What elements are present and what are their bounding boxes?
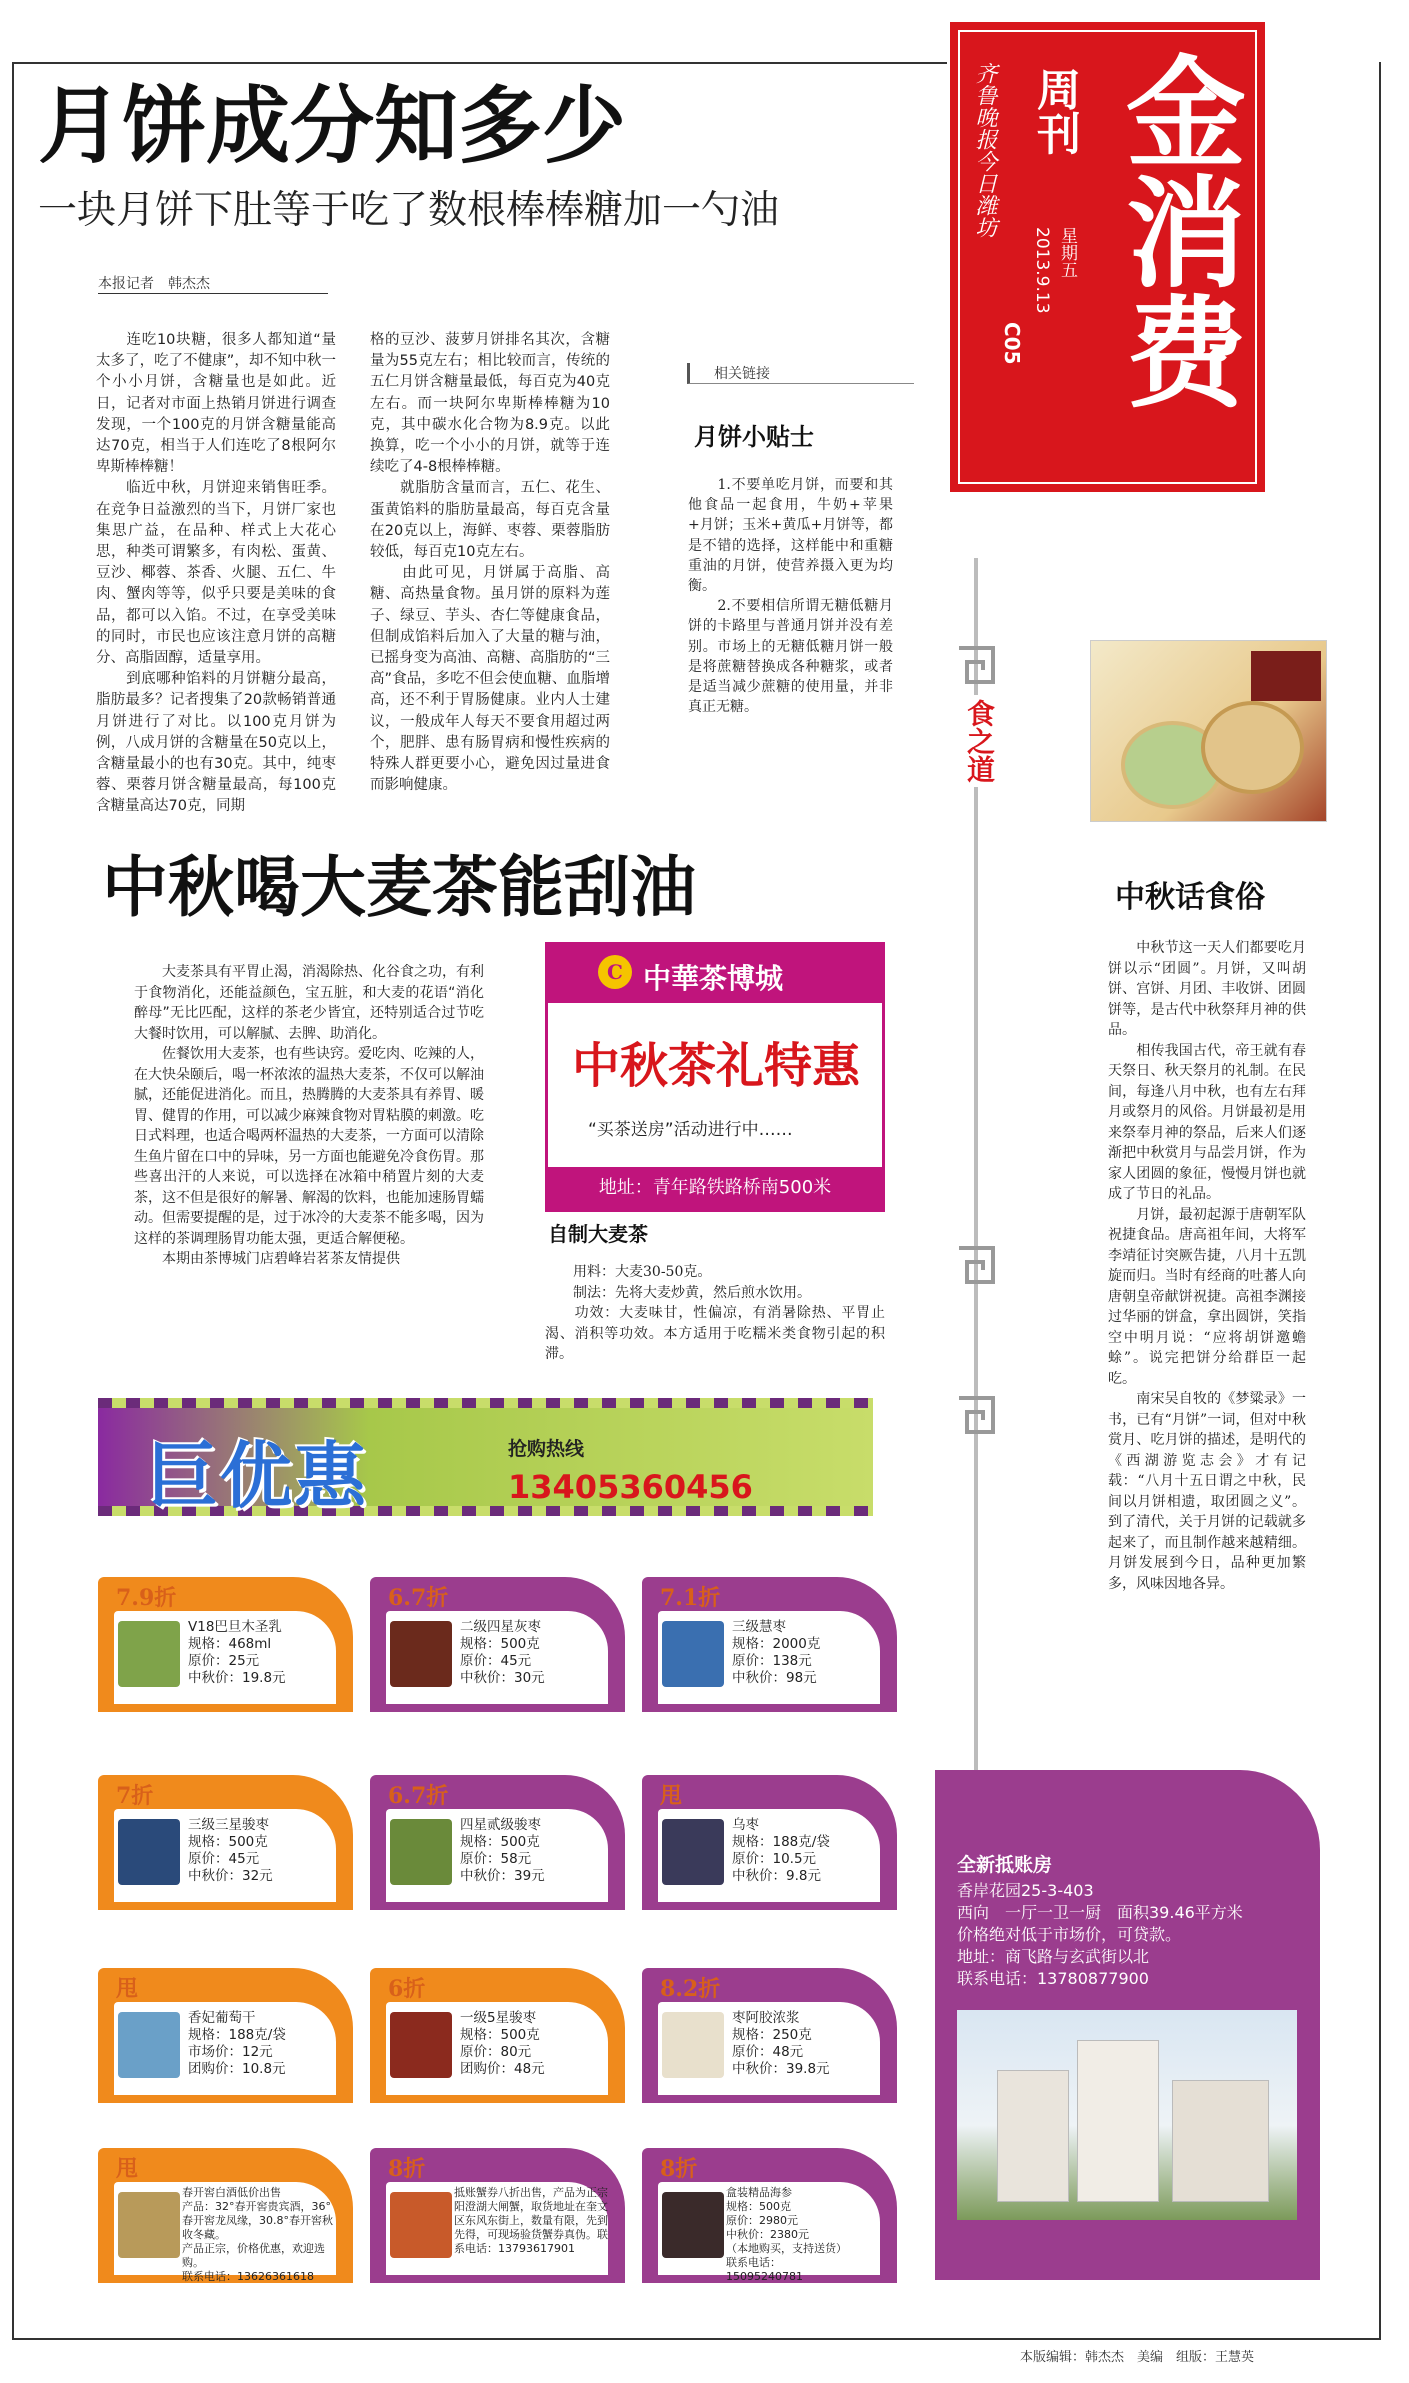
deal-line: 规格：188克/袋	[188, 2027, 286, 2043]
deal-discount: 7.1折	[660, 1585, 721, 1611]
deal-line: 二级四星灰枣	[460, 1619, 541, 1635]
top-rule	[12, 62, 947, 64]
deal-line: 三级三星骏枣	[188, 1817, 269, 1833]
deal-line: 15095240781	[726, 2270, 803, 2283]
left-frame-rule	[12, 62, 14, 2340]
deal-line: 规格：250克	[732, 2027, 812, 2043]
deal-line: 原价：45元	[188, 1851, 260, 1867]
deal-tile	[98, 2148, 353, 2283]
product-image	[390, 2012, 452, 2078]
deal-line: 产品：32°春开窖贵宾酒，36°春开窖龙凤缘，30.8°春开窖秋收冬藏。	[182, 2200, 333, 2241]
deal-line: 中秋价：39.8元	[732, 2061, 830, 2077]
article1-subtitle: 一块月饼下肚等于吃了数根棒棒糖加一勺油	[38, 188, 780, 233]
article2-title: 中秋喝大麦茶能刮油	[102, 849, 696, 926]
house-photo	[957, 2010, 1297, 2220]
recipe-title: 自制大麦茶	[548, 1222, 648, 1246]
deal-tile	[642, 1577, 897, 1712]
deal-line: 产品正宗，价格优惠，欢迎选购。	[182, 2242, 325, 2269]
deal-line: 原价：10.5元	[732, 1851, 817, 1867]
deal-line: 乌枣	[732, 1817, 759, 1833]
masthead-paper: 齐鲁晚报今日潍坊	[972, 62, 997, 238]
deals-banner-title: 巨优惠	[146, 1434, 369, 1518]
masthead-weekly: 周刊	[1029, 67, 1080, 155]
deal-line: 中秋价：30元	[460, 1670, 545, 1686]
deal-discount: 7.9折	[116, 1585, 177, 1611]
deal-details	[726, 2186, 880, 2284]
deal-line: 规格：500克	[460, 1834, 540, 1850]
tips-title: 月饼小贴士	[694, 423, 814, 451]
deal-line: 原价：138元	[732, 1653, 812, 1669]
masthead-date: 2013.9.13	[1032, 227, 1052, 314]
deal-line: 规格：188克/袋	[732, 1834, 830, 1850]
deal-line: V18巴旦木圣乳	[188, 1619, 282, 1635]
deal-line: 联系电话：	[726, 2256, 781, 2269]
product-image	[118, 2012, 180, 2078]
deal-line: 原价：45元	[460, 1653, 532, 1669]
section-label: 食之道	[952, 695, 998, 787]
house-ad	[935, 1770, 1320, 2280]
deal-discount: 6.7折	[388, 1783, 449, 1809]
deal-line: 原价：25元	[188, 1653, 260, 1669]
deal-discount: 甩	[116, 1976, 139, 2002]
deal-line: 三级慧枣	[732, 1619, 786, 1635]
product-image	[662, 1621, 724, 1687]
tips-box	[682, 355, 904, 825]
product-image	[662, 2012, 724, 2078]
tea-headline: 中秋茶礼特惠	[571, 1038, 860, 1094]
deal-line: 四星贰级骏枣	[460, 1817, 541, 1833]
product-image	[662, 1819, 724, 1885]
deal-details	[454, 2186, 608, 2256]
deal-details	[182, 2186, 336, 2284]
product-image	[662, 2192, 724, 2258]
deal-line: 枣阿胶浓浆	[732, 2010, 800, 2026]
tea-brand: 中華茶博城	[643, 962, 784, 995]
article1-column-2: 格的豆沙、菠萝月饼排名其次，含糖量为55克左右；相比较而言，传统的五仁月饼含糖量最低，每百克为40克左右。而一块阿尔卑斯棒棒糖为10克，其中碳水化合物为8.9克。以此换算，吃一个小小的月饼，就等于连续吃了4-8根棒棒糖。 就脂肪含量而言，五仁、花生、蛋黄馅料的脂肪量最高，每百克含量在20克以上，海鲜、枣蓉、栗蓉脂肪较低，每百克10克左右。 由此可见，月饼属于高脂、高糖、高热量食物。虽月饼的原料为莲子、绿豆、芋头、杏仁等健康食品，但制成馅料后加入了大量的糖与油，已摇身变为高油、高糖、高脂肪的“三高”食品，多吃不但会使血糖、血脂增高，还不利于胃肠健康。业内人士建议，一般成年人每天不要食用超过两个，肥胖、患有肠胃病和慢性疾病的特殊人群更要小心，避免因过量进食而影响健康。	[370, 332, 610, 794]
deal-line: 团购价：48元	[460, 2061, 545, 2077]
deal-line: 市场价：12元	[188, 2044, 273, 2060]
deal-discount: 甩	[660, 1783, 683, 1809]
house-title: 全新抵账房	[957, 1854, 1053, 1876]
product-image	[390, 2192, 452, 2258]
product-image	[390, 1819, 452, 1885]
deal-line: 规格：2000克	[732, 1636, 821, 1652]
customs-text: 中秋节这一天人们都要吃月饼以示“团圆”。月饼，又叫胡饼、宫饼、月团、丰收饼、团圆饼等，是古代中秋祭拜月神的供品。 相传我国古代，帝王就有春天祭日、秋天祭月的礼制。在民间，每逢八月中秋，也有左右拜月或祭月的风俗。月饼最初是用来祭奉月神的祭品，后来人们逐渐把中秋赏月与品尝月饼，作为家人团圆的象征，慢慢月饼也就成了节日的礼品。 月饼，最初起源于唐朝军队祝捷食品。唐高祖年间，大将军李靖征讨突厥告捷，八月十五凯旋而归。当时有经商的吐蕃人向唐朝皇帝献饼祝捷。高祖李渊接过华丽的饼盒，拿出圆饼，笑指空中明月说：“应将胡饼邀蟾蜍”。说完把饼分给群臣一起吃。 南宋吴自牧的《梦粱录》一书，已有“月饼”一词，但对中秋赏月、吃月饼的描述，是明代的《西湖游览志会》才有记载：“八月十五日谓之中秋，民间以月饼相遗，取团圆之义”。到了清代，关于月饼的记载就多起来了，而且制作越来越精细。月饼发展到今日，品种更加繁多，风味因地各异。	[1108, 940, 1306, 1592]
deal-line: 规格：468ml	[188, 1636, 272, 1652]
tea-address: 地址：青年路铁路桥南500米	[548, 1167, 882, 1209]
article2-text: 大麦茶具有平胃止渴，消渴除热、化谷食之功，有利于食物消化，还能益颜色，宝五脏，和大麦的花语“消化醉母”无比匹配，这样的茶老少皆宜，还特别适合过节吃大餐时饮用，可以解腻、去脾、助消化。 佐餐饮用大麦茶，也有些诀窍。爱吃肉、吃辣的人，在大快朵颐后，喝一杯浓浓的温热大麦茶，不仅可以解油腻，还能促进消化。而且，热腾腾的大麦茶具有养胃、暖胃、健胃的作用，可以减少麻辣食物对胃粘膜的刺激。吃日式料理，也适合喝两杯温热的大麦茶，一方面可以清除生鱼片留在口中的异味，另一方面也能避免冷食伤胃。那些喜出汗的人来说，可以选择在冰箱中稍置片刻的大麦茶，这不但是很好的解暑、解渴的饮料，也能加速肠胃蠕动。但需要提醒的是，过于冰冷的大麦茶不能多喝，因为这样的茶调理肠胃功能太强，更适合解便秘。 本期由茶博城门店碧峰岩茗茶友情提供	[134, 964, 484, 1267]
deal-discount: 7折	[116, 1783, 154, 1809]
house-line-3: 价格绝对低于市场价，可贷款。	[957, 1925, 1182, 1944]
article1-title: 月饼成分知多少	[38, 77, 627, 175]
deal-tile	[370, 1775, 625, 1910]
deal-details	[460, 2010, 610, 2078]
tips-label: 相关链接	[687, 363, 914, 384]
deal-line: 中秋价：32元	[188, 1868, 273, 1884]
deal-line: 原价：80元	[460, 2044, 532, 2060]
deal-discount: 甩	[116, 2156, 139, 2182]
deal-line: 团购价：10.8元	[188, 2061, 286, 2077]
deal-line: 一级5星骏枣	[460, 2010, 537, 2026]
deal-tile	[642, 2148, 897, 2283]
tea-ad	[545, 942, 885, 1212]
house-line-1: 香岸花园25-3-403	[957, 1881, 1094, 1900]
deal-line: 中秋价：39元	[460, 1868, 545, 1884]
deal-line: 原价：2980元	[726, 2214, 798, 2227]
customs-title: 中秋话食俗	[1115, 880, 1265, 915]
deal-details	[188, 2010, 338, 2078]
masthead-brand: 金消费	[1106, 50, 1247, 410]
deal-details	[460, 1619, 610, 1687]
hotline-number: 13405360456	[508, 1468, 753, 1506]
deal-line: 香妃葡萄干	[188, 2010, 256, 2026]
deal-line: （本地购买，支持送货）	[726, 2242, 847, 2255]
recipe-text: 用料：大麦30-50克。 制法：先将大麦炒黄，然后煎水饮用。 功效：大麦味甘，性偏凉，有消暑除热、平胃止渴、消积等功效。本方适用于吃糯米类食物引起的积滞。	[545, 1264, 885, 1362]
product-image	[390, 1621, 452, 1687]
house-line-4: 地址：商飞路与玄武街以北	[957, 1947, 1150, 1966]
deal-details	[732, 1619, 882, 1687]
hotline-label: 抢购热线	[508, 1438, 585, 1460]
deal-tile	[370, 2148, 625, 2283]
masthead-page-no: C05	[1000, 322, 1024, 365]
deal-discount: 8折	[660, 2156, 698, 2182]
product-image	[118, 2192, 180, 2258]
bottom-rule	[12, 2338, 1381, 2340]
deal-line: 春开窖白酒低价出售	[182, 2186, 281, 2199]
tea-logo-icon: C	[598, 955, 632, 989]
deal-line: 规格：500克	[188, 1834, 268, 1850]
deal-discount: 8折	[388, 2156, 426, 2182]
deal-details	[732, 2010, 882, 2078]
tea-promo: “买茶送房”活动进行中……	[588, 1120, 793, 1140]
mooncake-photo	[1090, 640, 1327, 822]
product-image	[118, 1621, 180, 1687]
deal-line: 原价：48元	[732, 2044, 804, 2060]
deal-details	[460, 1817, 610, 1885]
deal-tile	[98, 1577, 353, 1712]
article1-byline: 本报记者 韩杰杰	[98, 273, 328, 294]
deal-line: 原价：58元	[460, 1851, 532, 1867]
deal-tile	[642, 1775, 897, 1910]
deal-details	[732, 1817, 882, 1885]
product-image	[118, 1819, 180, 1885]
deal-tile	[370, 1968, 625, 2103]
deal-details	[188, 1619, 338, 1687]
deal-line: 联系电话：13626361618	[182, 2270, 314, 2283]
deal-line: 中秋价：98元	[732, 1670, 817, 1686]
deal-line: 规格：500克	[460, 1636, 540, 1652]
deal-line: 抵账蟹券八折出售，产品为正宗阳澄湖大闸蟹，取货地址在奎文区东风东街上，数量有限，先到先得，可现场验货蟹券真伪。联系电话：13793617901	[454, 2186, 608, 2255]
deal-line: 中秋价：2380元	[726, 2228, 809, 2241]
deal-details	[188, 1817, 338, 1885]
house-line-5: 联系电话：13780877900	[957, 1969, 1149, 1988]
deal-discount: 6折	[388, 1976, 426, 2002]
deal-line: 规格：500克	[460, 2027, 540, 2043]
house-line-2: 西向 一厅一卫一厨 面积39.46平方米	[957, 1903, 1243, 1922]
deal-line: 盒装精品海参	[726, 2186, 792, 2199]
deal-line: 规格：500克	[726, 2200, 791, 2213]
deal-line: 中秋价：9.8元	[732, 1868, 821, 1884]
deal-discount: 8.2折	[660, 1976, 721, 2002]
deal-tile	[370, 1577, 625, 1712]
masthead-weekday: 星期五	[1057, 227, 1077, 278]
masthead	[950, 22, 1265, 492]
deal-line: 中秋价：19.8元	[188, 1670, 286, 1686]
tips-text: 1.不要单吃月饼，而要和其他食品一起食用，牛奶+苹果+月饼；玉米+黄瓜+月饼等，都是不错的选择，这样能中和重糖重油的月饼，使营养摄入更为均衡。 2.不要相信所谓无糖低糖月饼的卡路里与普通月饼并没有差别。市场上的无糖低糖月饼一般是将蔗糖替换成各种糖浆，或者是适当减少蔗糖的使用量，并非真正无糖。	[688, 477, 893, 716]
tea-ad-top	[548, 945, 882, 1003]
deal-discount: 6.7折	[388, 1585, 449, 1611]
article1-column-1: 连吃10块糖，很多人都知道“量太多了，吃了不健康”，却不知中秋一个小小月饼，含糖量也是如此。近日，记者对市面上热销月饼进行调查发现，一个100克的月饼含糖量能高达70克，相当于人们连吃了8根阿尔卑斯棒棒糖！ 临近中秋，月饼迎来销售旺季。在竞争日益激烈的当下，月饼厂家也集思广益，在品种、样式上大花心思，种类可谓繁多，有肉松、蛋黄、豆沙、椰蓉、茶香、火腿、五仁、牛肉、蟹肉等等，似乎只要是美味的食品，都可以入馅。不过，在享受美味的同时，市民也应该注意月饼的高糖分、高脂固醇，适量享用。 到底哪种馅料的月饼糖分最高，脂肪最多？记者搜集了20款畅销普通月饼进行了对比。以100克月饼为例，八成月饼的含糖量在50克以上，含糖量最小的也有30克。其中，纯枣蓉、栗蓉月饼含糖量最高，每100克含糖量高达70克，同期	[96, 332, 336, 815]
deal-tile	[98, 1968, 353, 2103]
deal-tile	[98, 1775, 353, 1910]
right-frame-rule	[1379, 62, 1381, 2340]
deals-banner	[98, 1398, 873, 1516]
footer-credits: 本版编辑：韩杰杰 美编 组版：王慧英	[1020, 2350, 1255, 2365]
deal-tile	[642, 1968, 897, 2103]
